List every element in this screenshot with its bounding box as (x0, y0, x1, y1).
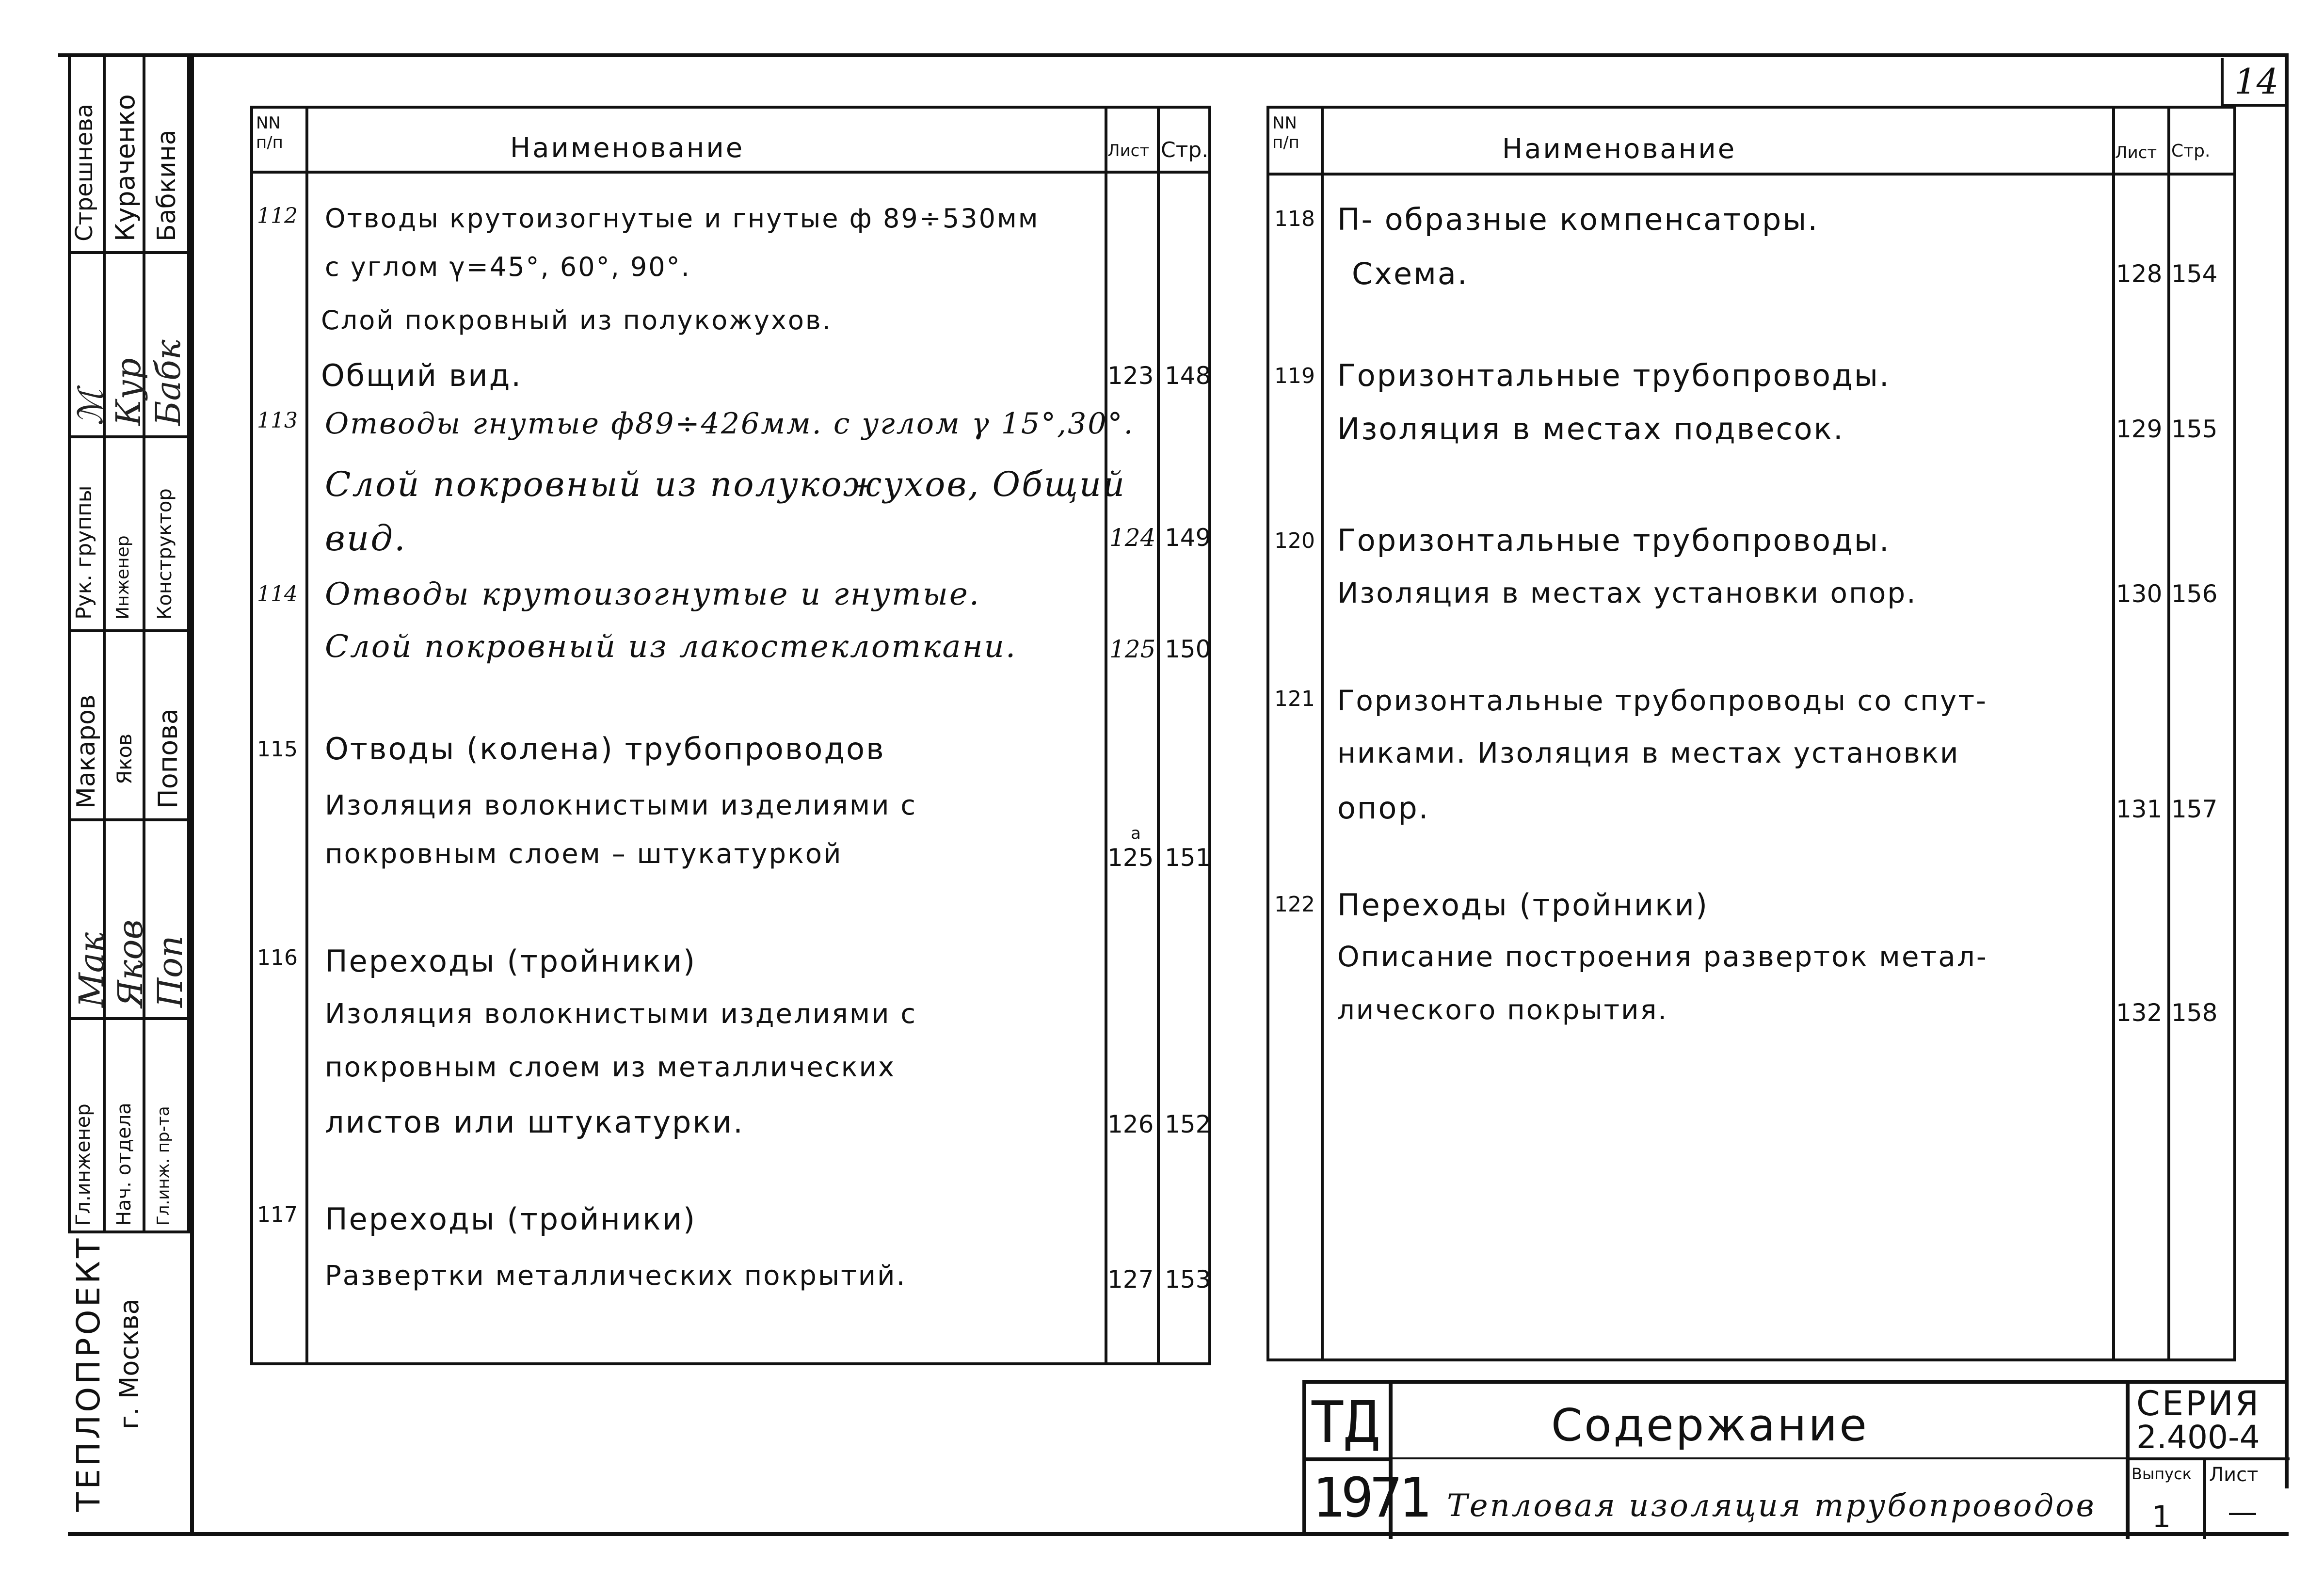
left-row-117-line2: Развертки металлических покрытий. (325, 1260, 907, 1292)
stamp-name-babkina: Бабкина (152, 129, 181, 241)
left-row-116-num: 116 (257, 945, 298, 970)
stamp-city: г. Москва (114, 1298, 144, 1429)
left-row-112-list: 123 (1107, 362, 1154, 390)
title-block-issue-value: 1 (2152, 1499, 2171, 1534)
side-stamp (68, 57, 190, 1536)
left-row-117-line1: Переходы (тройники) (325, 1201, 697, 1237)
right-row-120-line2: Изоляция в местах установки опор. (1337, 576, 1917, 609)
right-row-122-line1: Переходы (тройники) (1337, 887, 1709, 923)
left-contents-table (250, 106, 1211, 1365)
left-header-nn: NN п/п (256, 113, 283, 152)
signature-3: Бабк (148, 339, 188, 426)
left-row-112-line3: Слой покровный из полукожухов. (321, 305, 832, 336)
right-row-121-num: 121 (1274, 687, 1315, 711)
right-row-122-page: 158 (2171, 999, 2218, 1027)
frame-right-line (2285, 53, 2289, 1488)
stamp-name-yakov: Яков (112, 734, 136, 784)
left-row-116-line3: покровным слоем из металлических (325, 1052, 896, 1083)
signature-4: Мак (72, 932, 112, 1007)
left-row-117-list: 127 (1107, 1265, 1154, 1294)
stamp-role-nachotdela: Нач. отдела (113, 1103, 135, 1226)
title-block-subtitle: Тепловая изоляция трубопроводов (1447, 1488, 2096, 1524)
left-row-112-line2: с углом γ=45°, 60°, 90°. (325, 252, 691, 282)
right-row-119-line2: Изоляция в местах подвесок. (1337, 411, 1844, 447)
left-row-115-list-sup: а (1131, 824, 1141, 843)
right-row-118-list: 128 (2116, 260, 2163, 288)
title-block-year: 1971 (1312, 1467, 1427, 1530)
right-row-119-list: 129 (2116, 415, 2163, 443)
signature-2: Кур (109, 358, 148, 426)
left-row-112-line4: Общий вид. (321, 358, 523, 393)
left-row-117-page: 153 (1165, 1265, 1211, 1294)
left-row-113-line1: Отводы гнутые ф89÷426мм. с углом γ 15°,30°. (325, 407, 1135, 441)
right-header-page: Стр. (2171, 141, 2211, 161)
right-row-121-line3: опор. (1337, 790, 1430, 826)
right-row-122-num: 122 (1274, 892, 1315, 917)
right-header-list: Лист (2115, 143, 2157, 162)
left-row-112-line1: Отводы крутоизогнутые и гнутые ф 89÷530мм (325, 203, 1040, 234)
left-row-115-line1: Отводы (колена) трубопроводов (325, 731, 885, 767)
right-row-119-page: 155 (2171, 415, 2218, 443)
title-block-series-value: 2.400-4 (2136, 1419, 2260, 1456)
left-row-112-num: 112 (257, 204, 298, 228)
left-row-115-list: 125 (1107, 844, 1154, 872)
signature-1: ℳ (71, 389, 111, 426)
right-row-118-page: 154 (2171, 260, 2218, 288)
left-row-115-page: 151 (1165, 844, 1211, 872)
left-row-113-num: 113 (257, 408, 298, 433)
left-row-113-list: 124 (1109, 524, 1156, 552)
right-row-118-num: 118 (1274, 207, 1315, 231)
page-number-box (2221, 58, 2285, 107)
right-row-121-line2: никами. Изоляция в местах установки (1337, 736, 1960, 769)
right-row-120-line1: Горизонтальные трубопроводы. (1337, 523, 1891, 558)
right-row-121-page: 157 (2171, 795, 2218, 823)
right-row-121-list: 131 (2116, 795, 2163, 823)
left-header-name: Наименование (510, 132, 745, 164)
right-row-122-list: 132 (2116, 999, 2163, 1027)
right-row-118-line2: Схема. (1352, 256, 1469, 291)
right-contents-table (1266, 106, 2236, 1361)
right-row-122-line2: Описание построения разверток метал- (1337, 940, 1988, 973)
right-row-121-line1: Горизонтальные трубопроводы со спут- (1337, 684, 1988, 717)
stamp-name-streshneva: Стрешнева (71, 103, 98, 241)
right-header-name: Наименование (1502, 133, 1737, 165)
right-row-120-list: 130 (2116, 580, 2163, 608)
left-row-115-line3: покровным слоем – штукатуркой (325, 838, 843, 870)
left-row-116-page: 152 (1165, 1110, 1211, 1138)
title-block-sheet-label: Лист (2209, 1464, 2259, 1486)
left-row-113-line3: вид. (325, 518, 407, 559)
frame-left-line (190, 53, 194, 1536)
title-block-issue-label: Выпуск (2132, 1465, 2192, 1483)
title-block-series-label: СЕРИЯ (2136, 1384, 2261, 1423)
right-row-122-line3: лического покрытия. (1337, 994, 1668, 1026)
left-row-116-line4: листов или штукатурки. (325, 1104, 744, 1140)
right-header-nn: NN п/п (1272, 113, 1299, 152)
left-row-114-page: 150 (1165, 635, 1211, 663)
signature-6: Поп (150, 935, 190, 1007)
title-block-title: Содержание (1551, 1399, 1869, 1451)
left-row-114-line1: Отводы крутоизогнутые и гнутые. (325, 576, 981, 612)
left-row-112-page: 148 (1165, 362, 1211, 390)
frame-top-line (58, 53, 2289, 57)
left-row-116-line2: Изоляция волокнистыми изделиями с (325, 998, 917, 1030)
stamp-name-kurachenko: Кураченко (110, 94, 141, 241)
stamp-name-popova: Попова (153, 708, 183, 809)
left-row-116-line1: Переходы (тройники) (325, 943, 697, 979)
stamp-role-glinzhener: Гл.инженер (72, 1103, 95, 1226)
left-header-list: Лист (1107, 141, 1150, 160)
right-row-120-num: 120 (1274, 528, 1315, 553)
title-block (1302, 1380, 2287, 1535)
left-row-113-line2: Слой покровный из полукожухов, Общий (325, 464, 1126, 504)
left-row-114-list: 125 (1109, 635, 1156, 663)
title-block-sheet-value: — (2228, 1494, 2258, 1530)
stamp-role-rukgruppy: Рук. группы (72, 485, 96, 620)
stamp-name-makarov: Макаров (72, 694, 101, 809)
left-row-114-num: 114 (257, 582, 298, 607)
page-number: 14 (2234, 61, 2279, 102)
stamp-org: ТЕПЛОПРОЕКТ (70, 1235, 107, 1512)
left-row-115-line2: Изоляция волокнистыми изделиями с (325, 790, 917, 821)
title-block-code: ТД (1310, 1389, 1379, 1455)
right-row-119-num: 119 (1274, 364, 1315, 388)
stamp-role-inzhener: Инженер (113, 535, 133, 620)
right-row-119-line1: Горизонтальные трубопроводы. (1337, 358, 1891, 393)
left-row-115-num: 115 (257, 737, 298, 762)
signature-5: Яков (111, 919, 150, 1007)
left-header-page: Стр. (1161, 138, 1209, 162)
left-row-113-page: 149 (1165, 524, 1211, 552)
left-row-114-line2: Слой покровный из лакостеклоткани. (325, 629, 1017, 665)
right-row-120-page: 156 (2171, 580, 2218, 608)
left-row-116-list: 126 (1107, 1110, 1154, 1138)
stamp-role-konstruktor: Конструктор (154, 488, 176, 620)
right-row-118-line1: П- образные компенсаторы. (1337, 202, 1819, 237)
stamp-role-glinzhprta: Гл.инж. пр-та (154, 1106, 173, 1226)
left-row-117-num: 117 (257, 1202, 298, 1227)
